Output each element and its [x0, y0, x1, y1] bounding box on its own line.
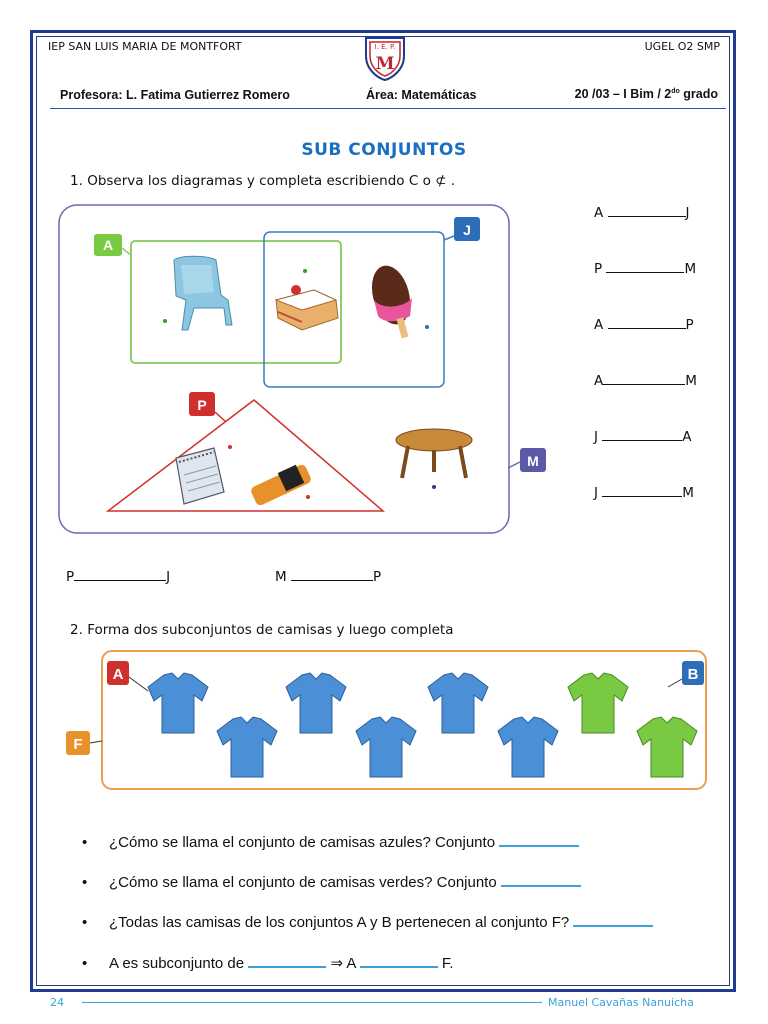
dot-m — [432, 485, 436, 489]
dot-p-2 — [306, 495, 310, 499]
shirts-diagram — [60, 645, 720, 795]
svg-text:B: B — [687, 666, 699, 683]
answer-blank[interactable] — [501, 885, 581, 887]
answer-blank[interactable] — [360, 966, 438, 968]
school-logo — [362, 34, 408, 82]
relation-row-3[interactable]: A P — [594, 314, 694, 333]
question-4: • A es subconjunto de ⇒ A F. — [82, 955, 454, 972]
teacher-name: Profesora: L. Fatima Gutierrez Romero — [60, 88, 290, 102]
date-suffix: grado — [679, 87, 718, 101]
answer-blank[interactable] — [573, 925, 653, 927]
date-sup: do — [671, 87, 680, 95]
answer-blank[interactable] — [606, 258, 684, 273]
relation-row-1[interactable]: A J — [594, 202, 690, 221]
relation-row-8[interactable]: M P — [275, 566, 381, 585]
date-grade — [575, 87, 718, 101]
exercise2-instruction — [70, 622, 453, 638]
svg-text:A: A — [102, 237, 114, 253]
exercise1-text: Observa los diagramas y completa escribiendo C o ⊄ . — [87, 173, 456, 189]
footer-rule — [82, 1002, 542, 1003]
exercise1-instruction — [70, 173, 455, 189]
answer-blank[interactable] — [602, 426, 682, 441]
exercise2-text: Forma dos subconjuntos de camisas y luego completa — [87, 622, 454, 638]
page-number: 24 — [50, 996, 64, 1009]
relation-row-6[interactable]: J M — [594, 482, 694, 501]
logo-letter: M — [375, 54, 395, 74]
footer-author: Manuel Cavañas Nanuicha — [548, 996, 694, 1009]
relation-row-2[interactable]: P M — [594, 258, 696, 277]
answer-blank[interactable] — [603, 370, 685, 385]
exercise1-number: 1. — [70, 173, 83, 189]
page-title: SUB CONJUNTOS — [301, 140, 467, 160]
question-3: • ¿Todas las camisas de los conjuntos A y B pertenecen al conjunto F? — [82, 914, 653, 931]
label-m — [508, 448, 546, 472]
answer-blank[interactable] — [602, 482, 682, 497]
header-rule — [50, 108, 726, 109]
question-2: • ¿Cómo se llama el conjunto de camisas verdes? Conjunto — [82, 874, 581, 891]
answer-blank[interactable] — [291, 566, 373, 581]
svg-text:M: M — [527, 453, 539, 469]
svg-text:F: F — [73, 736, 83, 753]
question-1: • ¿Cómo se llama el conjunto de camisas azules? Conjunto — [82, 834, 579, 851]
date-prefix: 20 /03 – I Bim / 2 — [574, 87, 672, 101]
relation-row-5[interactable]: J A — [594, 426, 692, 445]
answer-blank[interactable] — [499, 845, 579, 847]
label-f — [66, 731, 102, 755]
relation-row-7[interactable]: P J — [66, 566, 170, 585]
sets-diagram — [56, 200, 539, 540]
subject-area: Área: Matemáticas — [366, 88, 477, 102]
dot-a — [163, 319, 167, 323]
dot-p-1 — [228, 445, 232, 449]
logo-text: I. E. P. — [374, 43, 396, 51]
dot-j — [425, 325, 429, 329]
ugel-label: UGEL O2 SMP — [644, 40, 720, 53]
svg-text:A: A — [112, 666, 124, 683]
school-name: IEP SAN LUIS MARIA DE MONTFORT — [48, 40, 242, 53]
svg-text:P: P — [197, 397, 207, 413]
answer-blank[interactable] — [74, 566, 166, 581]
exercise2-number: 2. — [70, 622, 83, 638]
answer-blank[interactable] — [608, 314, 686, 329]
svg-text:J: J — [463, 222, 471, 238]
relation-row-4[interactable]: A M — [594, 370, 697, 389]
dot-j-a — [303, 269, 307, 273]
answer-blank[interactable] — [608, 202, 686, 217]
answer-blank[interactable] — [248, 966, 326, 968]
